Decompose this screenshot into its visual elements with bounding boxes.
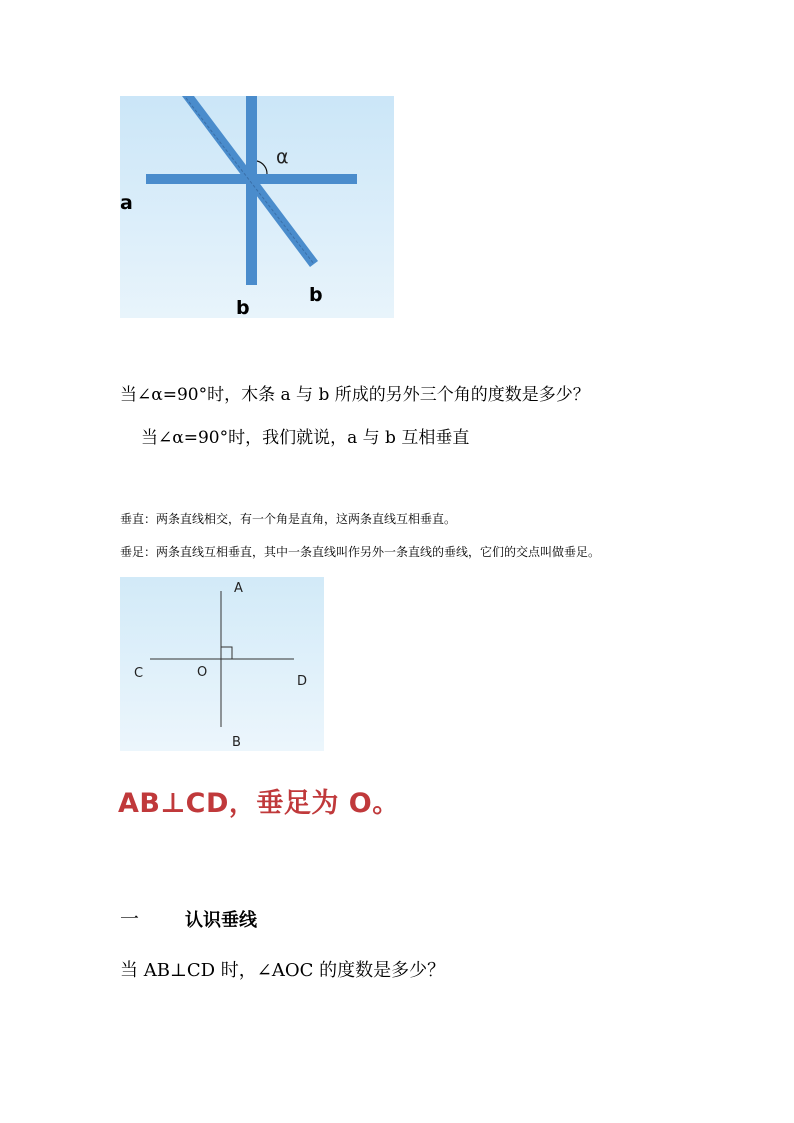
- right-angle-mark: [221, 647, 232, 659]
- line-a-label: a: [120, 192, 133, 214]
- figure-sticks: [120, 96, 394, 318]
- definition-perpendicular: 垂直：两条直线相交，有一个角是直角，这两条直线互相垂直。: [120, 512, 457, 526]
- question-angles: 当∠α=90°时，木条 a 与 b 所成的另外三个角的度数是多少？: [120, 385, 590, 405]
- question-aoc: 当 AB⊥CD 时，∠AOC 的度数是多少？: [120, 960, 446, 981]
- figure-perpendicular: [120, 577, 324, 751]
- alpha-label: α: [276, 146, 289, 168]
- statement-perpendicular: 当∠α=90°时，我们就说，a 与 b 互相垂直: [141, 428, 470, 448]
- point-b-label: B: [232, 735, 241, 750]
- conclusion-heading: AB⊥CD，垂足为 O。: [118, 788, 400, 819]
- point-c-label: C: [134, 666, 144, 681]
- line-b-label-diagonal: b: [309, 284, 323, 306]
- alpha-angle-arc: [257, 161, 267, 174]
- section-title: 认识垂线: [185, 910, 257, 931]
- line-b-label-vertical: b: [236, 297, 250, 319]
- point-o-label: O: [197, 665, 208, 680]
- sticks-diagram: [120, 96, 394, 318]
- perpendicular-diagram: [120, 577, 324, 751]
- section-number: 一: [120, 908, 140, 930]
- point-d-label: D: [297, 674, 308, 689]
- definition-foot: 垂足：两条直线互相垂直，其中一条直线叫作另外一条直线的垂线，它们的交点叫做垂足。: [120, 545, 601, 559]
- point-a-label: A: [234, 581, 243, 596]
